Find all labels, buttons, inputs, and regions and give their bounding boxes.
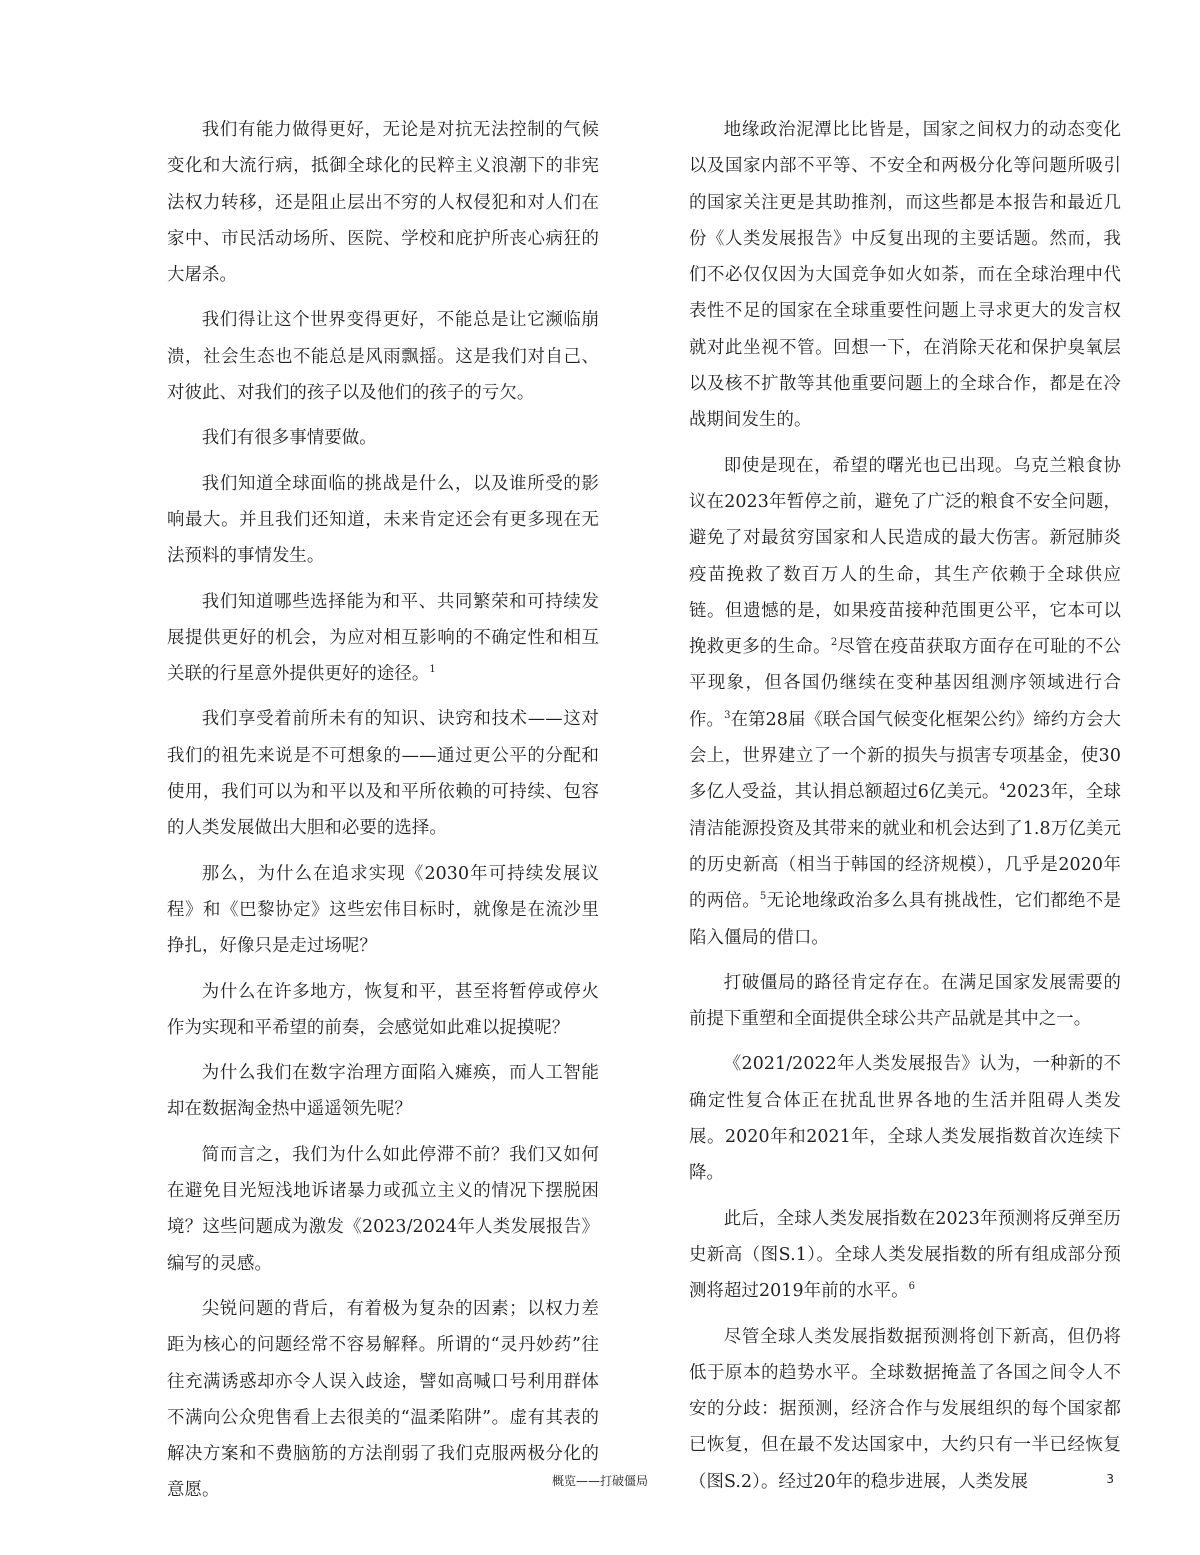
paragraph: 打破僵局的路径肯定存在。在满足国家发展需要的前提下重塑和全面提供全球公共产品就是其中之一。 [689,972,1121,1030]
paragraph: 我们有很多事情要做。 [201,428,377,449]
footnote-marker: 6 [908,1281,916,1293]
paragraph: 我们知道哪些选择能为和平、共同繁荣和可持续发展提供更好的机会，为应对相互影响的不确定性和相互关联的行星意外提供更好的途径。$^1$ [167,591,599,685]
paragraph: 尽管全球人类发展指数据预测将创下新高，但仍将低于原本的趋势水平。全球数据掩盖了各国之间令人不安的分歧：据预测，经济合作与发展组织的每个国家都已恢复，但在最不发达国家中，大约只有一半已经恢复（图S.2）。经过20年的稳步进展，人类发展 [689,1326,1121,1492]
footnote-marker: 4 [999,782,1006,794]
paragraph: 我们知道全球面临的挑战是什么，以及谁所受的影响最大。并且我们还知道，未来肯定还会有更多现在无法预料的事情发生。 [167,473,599,567]
footnote-marker: 3 [724,709,731,721]
paragraph: 简而言之，我们为什么如此停滞不前？我们又如何在避免目光短浅地诉诸暴力或孤立主义的情况下摆脱困境？这些问题成为激发《2023/2024年人类发展报告》编写的灵感。 [167,1144,599,1274]
paragraph: 我们有能力做得更好，无论是对抗无法控制的气候变化和大流行病，抵御全球化的民粹主义浪潮下的非宪法权力转移，还是阻止层出不穷的人权侵犯和对人们在家中、市民活动场所、医院、学校和庇护所丧心病狂的大屠杀。 [167,120,599,286]
running-title: 概览——打破僵局 [551,1474,648,1488]
paragraph: 地缘政治泥潭比比皆是，国家之间权力的动态变化以及国家内部不平等、不安全和两极分化等问题所吸引的国家关注更是其助推剂，而这些都是本报告和最近几份《人类发展报告》中反复出现的主要话题。然而，我们不必仅仅因为大国竞争如火如荼，而在全球治理中代表性不足的国家在全球重要性问题上寻求更大的发言权就对此坐视不管。回想一下，在消除天花和保护臭氧层以及核不扩散等其他重要问题上的全球合作，都是在冷战期间发生的。 [689,120,1121,431]
page-footer [0,1469,1200,1493]
page-number: 3 [1106,1472,1114,1486]
footnote-marker: 5 [759,891,767,903]
right-column [689,112,1121,1509]
paragraph: 我们得让这个世界变得更好，不能总是让它濒临崩溃，社会生态也不能总是风雨飘摇。这是我们对自己、对彼此、对我们的孩子以及他们的孩子的亏欠。 [167,310,599,404]
paragraph: 我们享受着前所未有的知识、诀窍和技术——这对我们的祖先来说是不可想象的——通过更公平的分配和使用，我们可以为和平以及和平所依赖的可持续、包容的人类发展做出大胆和必要的选择。 [167,709,599,839]
paragraph: 为什么我们在数字治理方面陷入瘫痪，而人工智能却在数据淘金热中遥遥领先呢？ [167,1063,599,1120]
left-column [167,112,599,1518]
footnote-marker: 1 [429,664,436,676]
paragraph: 《2021/2022年人类发展报告》认为，一种新的不确定性复合体正在扰乱世界各地的生活并阻碍人类发展。2020年和2021年，全球人类发展指数首次连续下降。 [689,1054,1121,1184]
paragraph: 尖锐问题的背后，有着极为复杂的因素；以权力差距为核心的问题经常不容易解释。所谓的“灵丹妙药”往往充满诱惑却亦令人误入歧途，譬如高喊口号利用群体不满向公众兜售看上去很美的“温柔陷阱”。虚有其表的解决方案和不费脑筋的方法削弱了我们克服两极分化的意愿。 [167,1298,599,1501]
paragraph: 即使是现在，希望的曙光也已出现。乌克兰粮食协议在2023年暂停之前，避免了广泛的粮食不安全问题，避免了对最贫穷国家和人民造成的最大伤害。新冠肺炎疫苗挽救了数百万人的生命，其生产依赖于全球供应链。但遗憾的是，如果疫苗接种范围更公平，它本可以挽救更多的生命。$^2$尽管在疫苗获取方面存在可耻的不公平现象，但各国仍继续在变种基因组测序领域进行合作。$^3$在第28届《联合国气候变化框架公约》缔约方会大会上，世界建立了一个新的损失与损害专项基金，使30多亿人受益，其认捐总额超过6亿美元。$^4$2023年，全球清洁能源投资及其带来的就业和机会达到了1.8万亿美元的历史新高（相当于韩国的经济规模），几乎是2020年的两倍。$^5$无论地缘政治多么具有挑战性，它们都绝不是陷入僵局的借口。 [689,455,1121,948]
footnote-marker: 2 [830,637,838,649]
paragraph: 此后，全球人类发展指数在2023年预测将反弹至历史新高（图S.1）。全球人类发展指数的所有组成部分预测将超过2019年前的水平。$^6$ [689,1208,1121,1302]
paragraph: 为什么在许多地方，恢复和平，甚至将暂停或停火作为实现和平希望的前奏，会感觉如此难以捉摸呢？ [167,981,599,1038]
paragraph: 那么，为什么在追求实现《2030年可持续发展议程》和《巴黎协定》这些宏伟目标时，就像是在流沙里挣扎，好像只是走过场呢？ [167,863,599,957]
